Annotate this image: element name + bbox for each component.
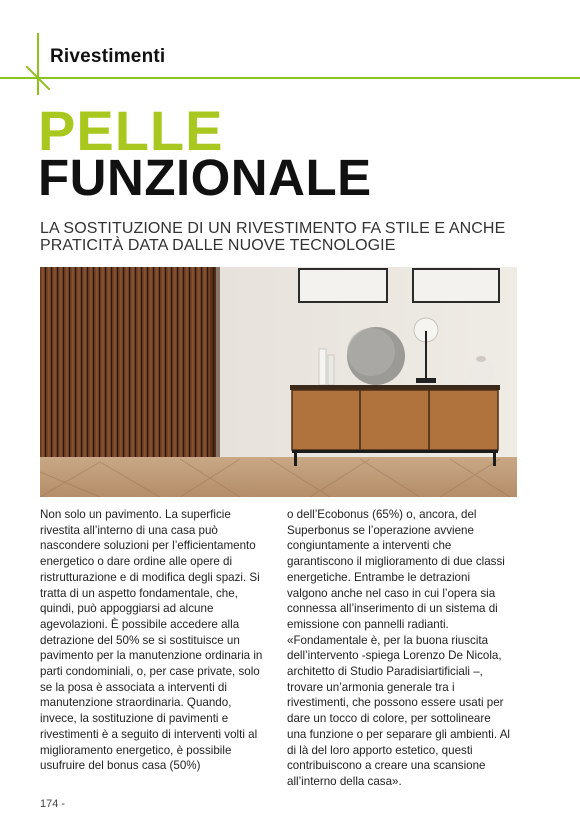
article-subtitle: LA SOSTITUZIONE DI UN RIVESTIMENTO FA STILE E ANCHE PRATICITÀ DATA DALLE NUOVE TECNOLOGIE	[40, 220, 506, 254]
article-column-2	[287, 507, 511, 790]
header-diagonal-mark	[26, 66, 50, 90]
article-title-line-1: PELLE	[38, 99, 224, 162]
column-2-paragraph-1: o dell’Ecobonus (65%) o, ancora, del Superbonus se l’operazione avviene congiuntamente a interventi che garantiscono il miglioramento di due classi energetiche. Entrambe le detrazioni valgono anche nel caso in cui l’opera sia connessa all’inserimento di un sistema di emissione con pannelli radianti.	[287, 508, 505, 631]
article-title-line-2: FUNZIONALE	[38, 149, 372, 206]
hero-interior-illustration	[40, 267, 517, 497]
column-2-paragraph-2: «Fondamentale è, per la buona riuscita dell’intervento -spiega Lorenzo De Nicola, architetto di Studio Paradisiartificiali –, trovare un’armonia generale tra i rivestimenti, che possono essere usati per dare un tocco di colore, per sottolineare una funzione o per separare gli ambienti. Al di là del loro apporto estetico, questi contribuiscono a creare una scansione all’interno della casa».	[287, 633, 510, 788]
article-column-1	[40, 507, 264, 774]
section-label: Rivestimenti	[50, 46, 166, 67]
column-1-paragraph: Non solo un pavimento. La superficie rivestita all’interno di una casa può nascondere soluzioni per l’efficientamento energetico o dare ordine alle opere di ristrutturazione e di modifica degli spazi. Si tratta di un aspetto fondamentale, che, quindi, può appoggiarsi ad alcune agevolazioni. È possibile accedere alla detrazione del 50% se si sostituisce un pavimento per la manutenzione ordinaria in parti condominiali, o, per case private, solo se la posa è associata a interventi di manutenzione straordinaria. Quando, invece, la sostituzione di pavimenti e rivestimenti è a seguito di interventi volti al miglioramento energetico, è possibile usufruire del bonus casa (50%)	[40, 508, 263, 773]
header-rule	[0, 77, 580, 79]
page-number: 174 -	[40, 798, 66, 810]
hero-photo	[40, 267, 517, 497]
